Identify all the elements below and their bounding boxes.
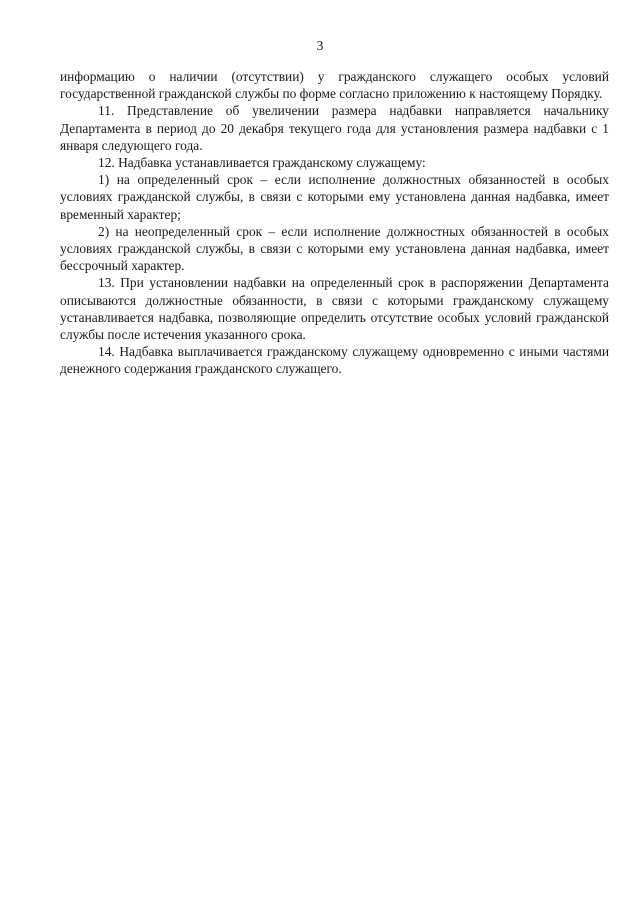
paragraph-item-12: 12. Надбавка устанавливается гражданскому служащему: <box>98 155 426 171</box>
paragraph-continuation: информацию о наличии (отсутствии) у гражданского служащего особых условий государственной гражданской службы по форме согласно приложению к настоящему Порядку. <box>60 69 609 102</box>
page-number: 3 <box>316 38 324 53</box>
paragraph-subitem-1: 1) на определенный срок – если исполнение должностных обязанностей в особых условиях гражданской службы, в связи с которыми ему установлена данная надбавка, имеет временный характер; <box>60 172 609 222</box>
paragraph-item-13: 13. При установлении надбавки на определенный срок в распоряжении Департамента описываются должностные обязанности, в связи с которыми гражданскому служащему устанавливается надбавка, позволяющие определить отсутствие особых условий гражданской службы после истечения указанного срока. <box>60 275 609 343</box>
paragraph-subitem-2: 2) на неопределенный срок – если исполнение должностных обязанностей в особых условиях гражданской службы, в связи с которыми ему установлена данная надбавка, имеет бессрочный характер. <box>60 223 609 274</box>
paragraph-item-11: 11. Представление об увеличении размера надбавки направляется начальнику Департамента в период до 20 декабря текущего года для установления размера надбавки с 1 января следующего года. <box>60 103 609 153</box>
document-body <box>60 68 609 378</box>
paragraph-item-14: 14. Надбавка выплачивается гражданскому служащему одновременно с иными частями денежного содержания гражданского служащего. <box>60 344 609 377</box>
